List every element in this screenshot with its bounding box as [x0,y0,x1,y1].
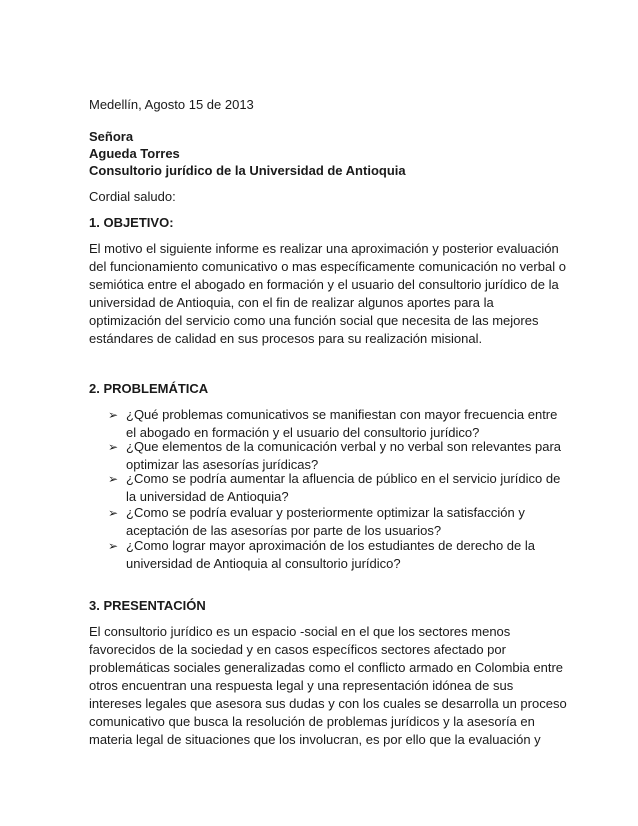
section3-line: intereses legales que asesora sus dudas y con los cuales se desarrolla un proceso [89,696,567,711]
arrow-bullet-icon: ➢ [108,506,119,520]
arrow-bullet-icon: ➢ [108,539,119,553]
section3-line: El consultorio jurídico es un espacio -social en el que los sectores menos [89,624,511,639]
arrow-bullet-icon: ➢ [108,472,119,486]
section1-line: El motivo el siguiente informe es realizar una aproximación y posterior evaluación [89,241,559,256]
bullet-line: universidad de Antioquia al consultorio jurídico? [126,556,401,571]
section1-line: optimización del servicio como una función social que necesita de las mejores [89,313,539,328]
recipient-org: Consultorio jurídico de la Universidad de Antioquia [89,163,406,178]
bullet-line: optimizar las asesorías jurídicas? [126,457,319,472]
bullet-line: ¿Que elementos de la comunicación verbal y no verbal son relevantes para [126,439,562,454]
arrow-bullet-icon: ➢ [108,440,119,454]
bullet-line: aceptación de las asesorías por parte de los usuarios? [126,523,442,538]
section3-line: favorecidos de la sociedad y en casos específicos sectores afectado por [89,642,506,657]
bullet-line: ¿Como lograr mayor aproximación de los estudiantes de derecho de la [126,538,535,553]
arrow-bullet-icon: ➢ [108,408,119,422]
greeting: Cordial saludo: [89,189,176,204]
section3-line: comunicativo que busca la resolución de problemas jurídicos y la asesoría en [89,714,535,729]
section3-heading: 3. PRESENTACIÓN [89,598,206,613]
section1-line: del funcionamiento comunicativo o mas específicamente comunicación no verbal o [89,259,566,274]
recipient-title: Señora [89,129,134,144]
section1-heading: 1. OBJETIVO: [89,215,174,230]
bullet-line: ¿Qué problemas comunicativos se manifiestan con mayor frecuencia entre [126,407,558,422]
bullet-line: ¿Como se podría evaluar y posteriormente optimizar la satisfacción y [126,505,525,520]
section3-line: materia legal de situaciones que los involucran, es por ello que la evaluación y [89,732,541,747]
bullet-line: ¿Como se podría aumentar la afluencia de público en el servicio jurídico de [126,471,561,486]
recipient-name: Agueda Torres [89,146,180,161]
section3-line: problemáticas sociales generalizadas como el conflicto armado en Colombia entre [89,660,564,675]
section1-line: universidad de Antioquia, con el fin de realizar algunos aportes para la [89,295,494,310]
section1-line: semiótica entre el abogado en formación y el usuario del consultorio jurídico de la [89,277,559,292]
date-line: Medellín, Agosto 15 de 2013 [89,97,254,112]
bullet-line: el abogado en formación y el usuario del consultorio jurídico? [126,425,480,440]
bullet-line: la universidad de Antioquia? [126,489,289,504]
section3-line: otros encuentran una respuesta legal y una representación idónea de sus [89,678,514,693]
section1-line: estándares de calidad en sus procesos para su realización misional. [89,331,483,346]
section2-heading: 2. PROBLEMÁTICA [89,381,209,396]
